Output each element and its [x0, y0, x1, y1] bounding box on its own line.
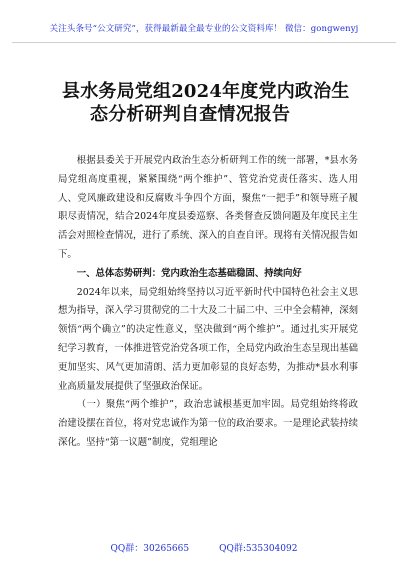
- header-divider: [12, 42, 396, 43]
- footer-qq-group-1: QQ群：30265665: [110, 544, 190, 554]
- header-notice: 关注头条号“公文研究”，获得最新最全最专业的公文资料库！ 微信：gongwenyj: [49, 24, 359, 34]
- paragraph-subsection-1: （一）聚焦“两个维护”，政治忠诚根基更加牢固。局党组始终将政治建设摆在首位，将对党忠诚作为第一位的政治要求。一是理论武装持续深化。坚持“第一议题”制度，党组理论: [58, 399, 359, 448]
- paragraph-overview: 2024年以来，局党组始终坚持以习近平新时代中国特色社会主义思想为指导，深入学习贯彻党的二十大及二十届二中、三中全会精神，深刻领悟“两个确立”的决定性意义，坚决做到“两个维护”。通过扎实开展党纪学习教育，一体推进管党治党各项工作，全局党内政治生态呈现出基础更加坚实、风气更加清朗、活力更加彰显的良好态势，为推动*县水利事业高质量发展提供了坚强政治保证。: [58, 286, 359, 392]
- document-title: [62, 80, 362, 126]
- paragraph-intro: 根据县委关于开展党内政治生态分析研判工作的统一部署，*县水务局党组高度重视，紧紧围绕“两个维护”、管党治党责任落实、选人用人、党风廉政建设和反腐败斗争四个方面，聚焦“一把手”和领导班子履职尽责情况，结合2024年度县委巡察、各类督查反馈问题及年度民主生活会对照检查情况，进行了系统、深入的自查自评。现将有关情况报告如下。: [58, 155, 359, 260]
- footer-qq-group-2: QQ群:535304092: [219, 544, 298, 554]
- title-line-1: 县水务局党组2024年度党内政治生: [62, 81, 350, 102]
- footer-contacts: [0, 541, 408, 554]
- document-body: [58, 152, 358, 453]
- section-heading-1: 一、总体态势研判：党内政治生态基础稳固、持续向好: [76, 267, 302, 279]
- title-line-2: 态分析研判自查情况报告: [90, 104, 291, 125]
